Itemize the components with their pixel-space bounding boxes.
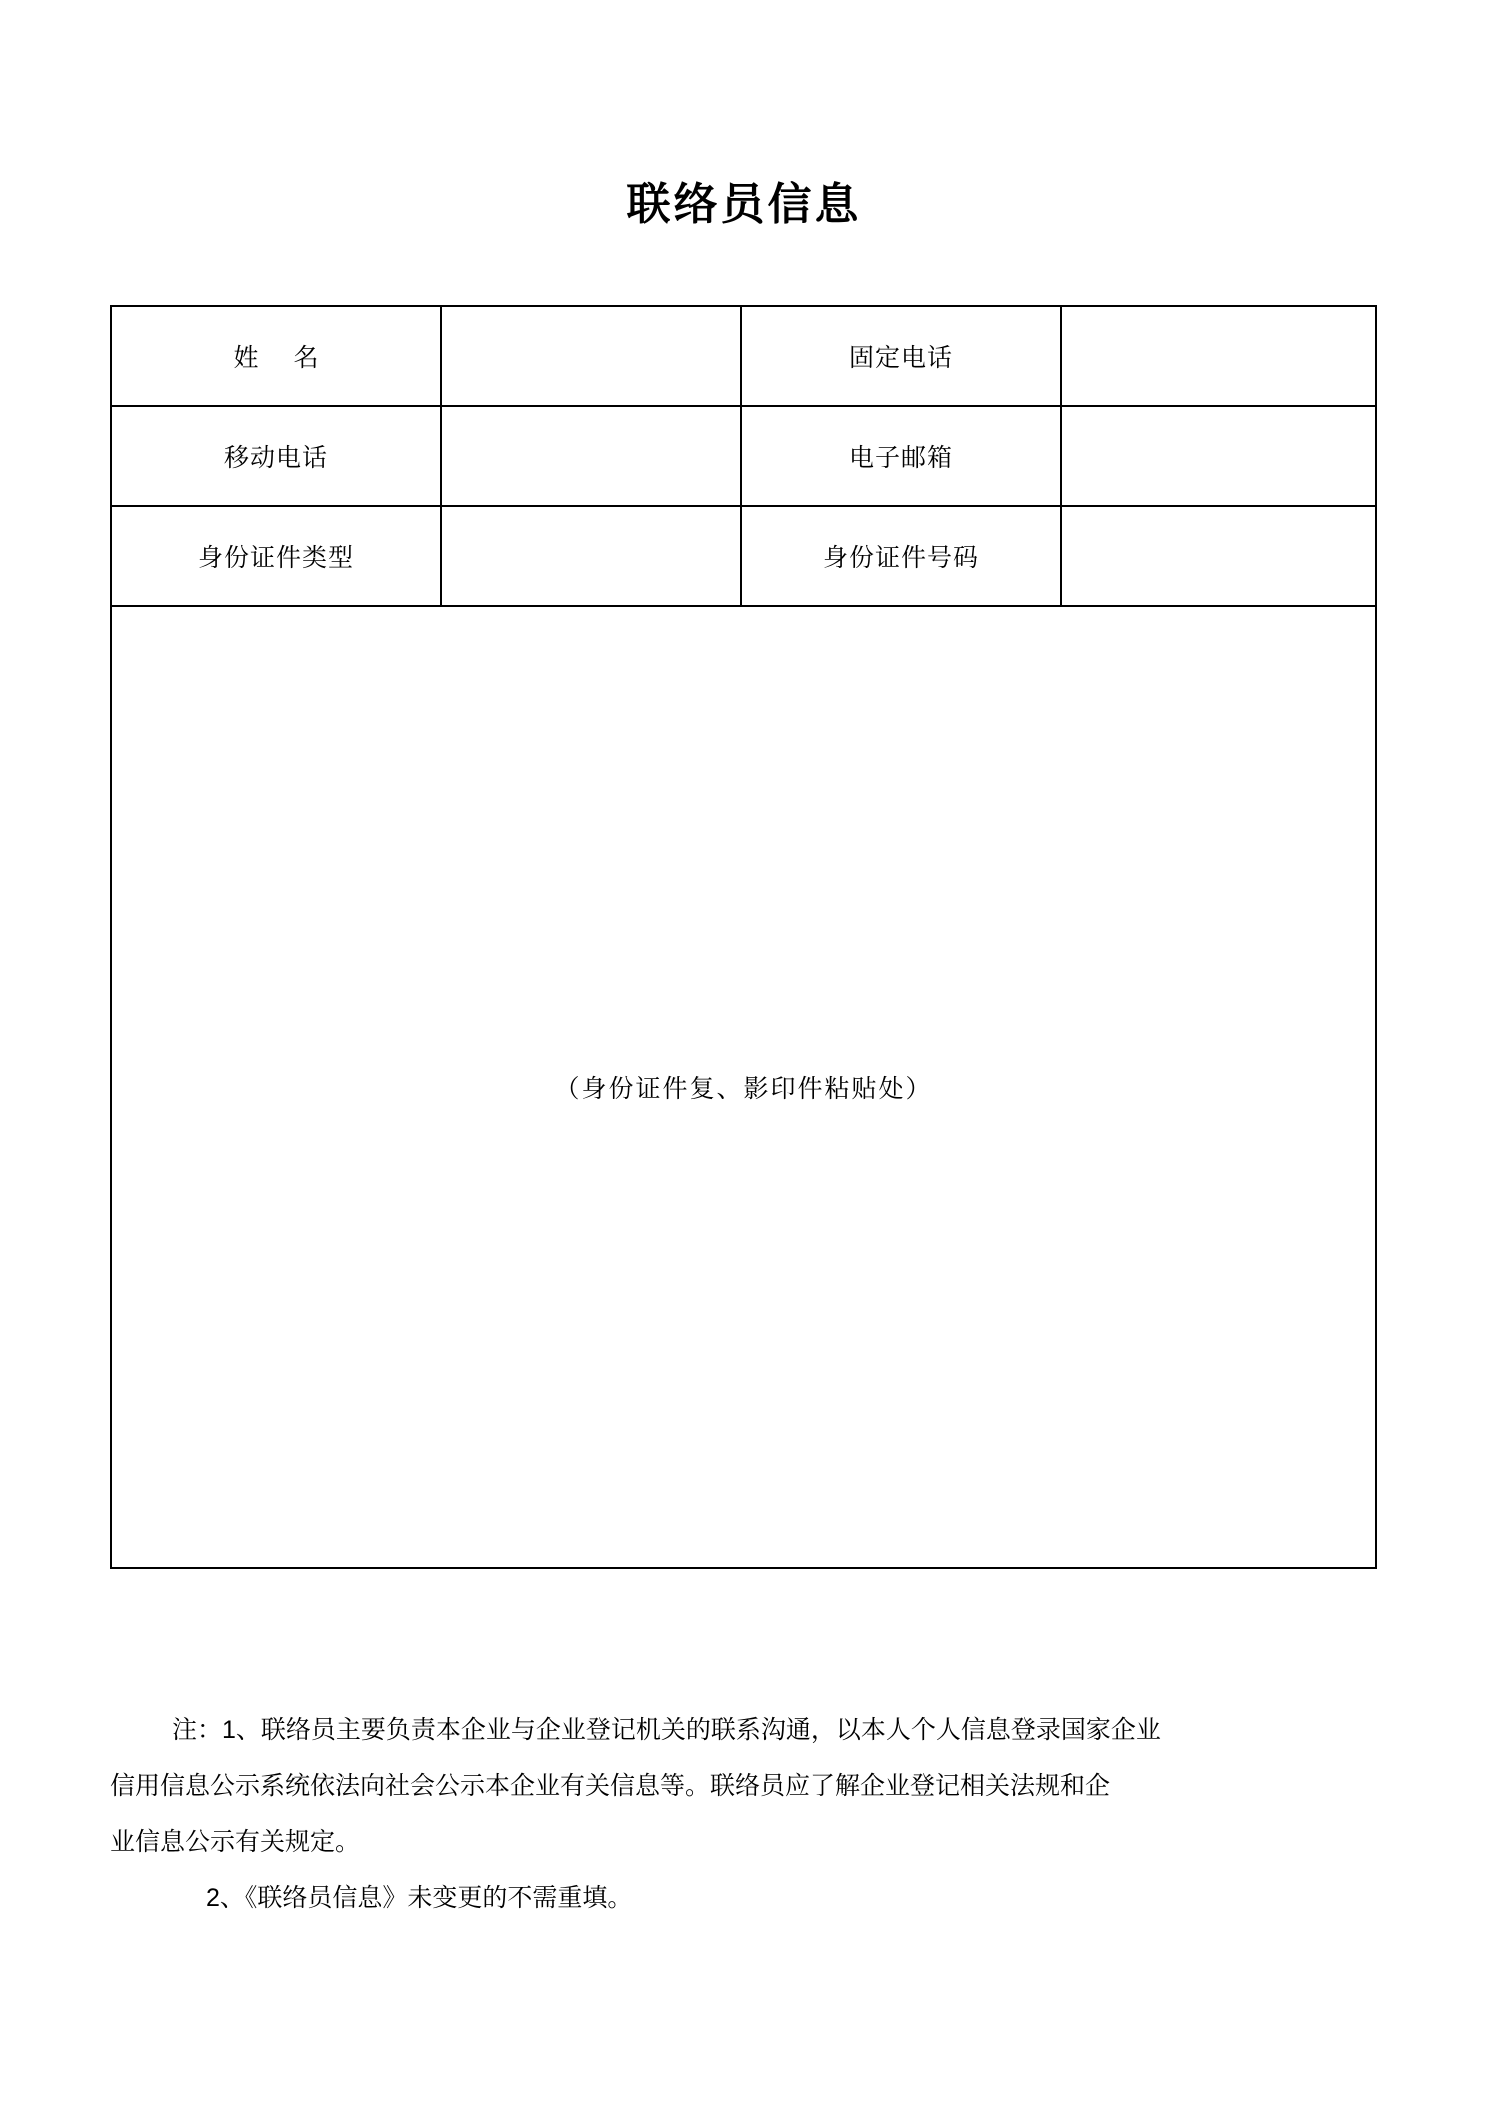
contact-info-table (110, 305, 1377, 1569)
table-row (111, 306, 1376, 406)
label-email: 电子邮箱 (741, 406, 1061, 506)
value-name[interactable] (441, 306, 741, 406)
label-id-number: 身份证件号码 (741, 506, 1061, 606)
value-landline[interactable] (1061, 306, 1376, 406)
table-row (111, 506, 1376, 606)
id-copy-paste-area[interactable] (111, 606, 1376, 1568)
note-line-3: 业信息公示有关规定。 (110, 1828, 361, 1856)
value-id-number[interactable] (1061, 506, 1376, 606)
value-mobile[interactable] (441, 406, 741, 506)
table-row-paste-area (111, 606, 1376, 1568)
note-line-1: 注：1、联络员主要负责本企业与企业登记机关的联系沟通，以本人个人信息登录国家企业 (172, 1716, 1161, 1744)
table-row (111, 406, 1376, 506)
note-line-4: 2、《联络员信息》未变更的不需重填。 (206, 1884, 633, 1912)
label-id-type: 身份证件类型 (111, 506, 441, 606)
label-name (111, 306, 441, 406)
notes-section (110, 1702, 1380, 1926)
label-mobile: 移动电话 (111, 406, 441, 506)
label-landline: 固定电话 (741, 306, 1061, 406)
page-title: 联络员信息 (626, 180, 862, 229)
label-name-text: 姓 名 (233, 344, 333, 372)
value-id-type[interactable] (441, 506, 741, 606)
note-line-2: 信用信息公示系统依法向社会公示本企业有关信息等。联络员应了解企业登记相关法规和企 (110, 1772, 1111, 1800)
paste-area-label: （身份证件复、影印件粘贴处） (554, 1075, 933, 1103)
value-email[interactable] (1061, 406, 1376, 506)
